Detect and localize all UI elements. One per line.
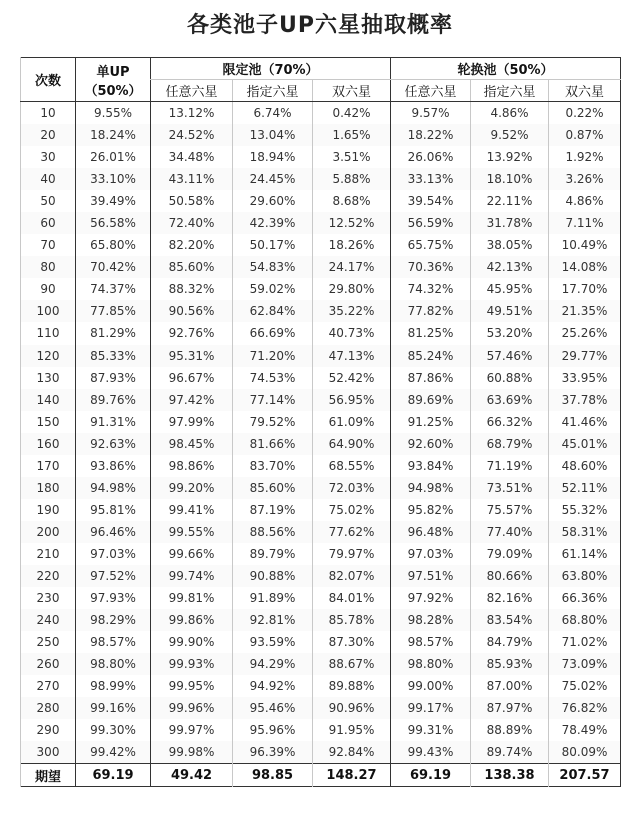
pull-count-cell: 300 (21, 741, 76, 764)
pull-count-cell: 140 (21, 389, 76, 411)
probability-cell: 96.39% (233, 741, 313, 764)
probability-cell: 50.58% (151, 190, 233, 212)
probability-cell: 83.70% (233, 455, 313, 477)
probability-cell: 88.32% (151, 278, 233, 300)
expectation-cell: 148.27 (313, 764, 391, 787)
probability-cell: 33.13% (391, 168, 471, 190)
probability-cell: 87.30% (313, 631, 391, 653)
probability-cell: 75.57% (471, 499, 549, 521)
probability-cell: 99.86% (151, 609, 233, 631)
probability-cell: 7.11% (549, 212, 621, 234)
probability-cell: 18.22% (391, 124, 471, 146)
probability-cell: 73.09% (549, 653, 621, 675)
table-row (21, 543, 621, 565)
probability-cell: 89.76% (76, 389, 151, 411)
probability-cell: 50.17% (233, 234, 313, 256)
probability-cell: 56.59% (391, 212, 471, 234)
pull-count-cell: 10 (21, 102, 76, 125)
probability-cell: 98.57% (76, 631, 151, 653)
probability-cell: 13.12% (151, 102, 233, 125)
expectation-label: 期望 (21, 764, 76, 787)
probability-cell: 12.52% (313, 212, 391, 234)
probability-cell: 94.98% (76, 477, 151, 499)
probability-cell: 73.51% (471, 477, 549, 499)
probability-cell: 68.79% (471, 433, 549, 455)
table-row (21, 124, 621, 146)
probability-cell: 98.28% (391, 609, 471, 631)
probability-cell: 90.56% (151, 300, 233, 322)
probability-cell: 79.09% (471, 543, 549, 565)
probability-cell: 33.10% (76, 168, 151, 190)
probability-cell: 98.45% (151, 433, 233, 455)
probability-cell: 87.00% (471, 675, 549, 697)
table-row (21, 521, 621, 543)
probability-cell: 48.60% (549, 455, 621, 477)
probability-cell: 93.59% (233, 631, 313, 653)
probability-cell: 92.63% (76, 433, 151, 455)
probability-cell: 95.82% (391, 499, 471, 521)
pull-count-cell: 190 (21, 499, 76, 521)
table-row (21, 146, 621, 168)
table-row (21, 631, 621, 653)
probability-cell: 85.93% (471, 653, 549, 675)
table-row (21, 675, 621, 697)
probability-cell: 9.57% (391, 102, 471, 125)
probability-cell: 13.04% (233, 124, 313, 146)
probability-cell: 18.26% (313, 234, 391, 256)
probability-cell: 75.02% (549, 675, 621, 697)
probability-cell: 26.06% (391, 146, 471, 168)
probability-cell: 98.57% (391, 631, 471, 653)
probability-cell: 3.26% (549, 168, 621, 190)
probability-cell: 40.73% (313, 322, 391, 344)
probability-cell: 99.42% (76, 741, 151, 764)
probability-cell: 0.87% (549, 124, 621, 146)
probability-cell: 77.40% (471, 521, 549, 543)
probability-cell: 17.70% (549, 278, 621, 300)
table-row (21, 499, 621, 521)
probability-cell: 55.32% (549, 499, 621, 521)
pull-count-cell: 120 (21, 345, 76, 367)
probability-cell: 58.31% (549, 521, 621, 543)
probability-cell: 4.86% (549, 190, 621, 212)
probability-cell: 60.88% (471, 367, 549, 389)
pull-count-cell: 130 (21, 367, 76, 389)
probability-cell: 95.31% (151, 345, 233, 367)
probability-cell: 89.69% (391, 389, 471, 411)
pull-count-cell: 220 (21, 565, 76, 587)
pull-count-cell: 280 (21, 697, 76, 719)
probability-cell: 79.97% (313, 543, 391, 565)
probability-cell: 35.22% (313, 300, 391, 322)
header-rotation-any-six: 任意六星 (391, 80, 471, 102)
probability-cell: 85.60% (151, 256, 233, 278)
pull-count-cell: 150 (21, 411, 76, 433)
probability-cell: 85.60% (233, 477, 313, 499)
probability-cell: 91.95% (313, 719, 391, 741)
probability-cell: 99.90% (151, 631, 233, 653)
probability-cell: 95.46% (233, 697, 313, 719)
probability-cell: 99.43% (391, 741, 471, 764)
probability-cell: 83.54% (471, 609, 549, 631)
probability-cell: 96.67% (151, 367, 233, 389)
table-row (21, 433, 621, 455)
pull-count-cell: 20 (21, 124, 76, 146)
probability-cell: 43.11% (151, 168, 233, 190)
table-row (21, 741, 621, 764)
probability-cell: 98.86% (151, 455, 233, 477)
probability-cell: 84.79% (471, 631, 549, 653)
probability-cell: 87.19% (233, 499, 313, 521)
probability-cell: 80.09% (549, 741, 621, 764)
probability-cell: 24.17% (313, 256, 391, 278)
probability-cell: 93.86% (76, 455, 151, 477)
probability-cell: 99.17% (391, 697, 471, 719)
pull-count-cell: 100 (21, 300, 76, 322)
probability-cell: 29.80% (313, 278, 391, 300)
table-row (21, 322, 621, 344)
pull-count-cell: 160 (21, 433, 76, 455)
table-row (21, 168, 621, 190)
probability-cell: 98.99% (76, 675, 151, 697)
probability-cell: 64.90% (313, 433, 391, 455)
header-limited-double-six: 双六星 (313, 80, 391, 102)
probability-cell: 81.29% (76, 322, 151, 344)
probability-cell: 56.58% (76, 212, 151, 234)
probability-cell: 18.94% (233, 146, 313, 168)
probability-cell: 84.01% (313, 587, 391, 609)
table-row (21, 455, 621, 477)
pull-count-cell: 210 (21, 543, 76, 565)
probability-cell: 91.89% (233, 587, 313, 609)
probability-cell: 39.54% (391, 190, 471, 212)
probability-cell: 96.46% (76, 521, 151, 543)
probability-cell: 70.42% (76, 256, 151, 278)
probability-cell: 13.92% (471, 146, 549, 168)
pull-count-cell: 240 (21, 609, 76, 631)
probability-cell: 95.81% (76, 499, 151, 521)
header-limited-pool: 限定池（70%） (151, 58, 391, 80)
probability-cell: 62.84% (233, 300, 313, 322)
page-title: 各类池子UP六星抽取概率 (187, 13, 453, 38)
probability-cell: 99.66% (151, 543, 233, 565)
probability-cell: 61.09% (313, 411, 391, 433)
pull-count-cell: 170 (21, 455, 76, 477)
probability-cell: 72.40% (151, 212, 233, 234)
probability-cell: 61.14% (549, 543, 621, 565)
probability-cell: 18.24% (76, 124, 151, 146)
pull-count-cell: 30 (21, 146, 76, 168)
probability-cell: 24.45% (233, 168, 313, 190)
probability-cell: 78.49% (549, 719, 621, 741)
table-row (21, 477, 621, 499)
probability-cell: 99.74% (151, 565, 233, 587)
pull-count-cell: 80 (21, 256, 76, 278)
header-rotation-pool: 轮换池（50%） (391, 58, 621, 80)
expectation-cell: 69.19 (391, 764, 471, 787)
header-row-groups (21, 58, 621, 80)
expectation-row (21, 764, 621, 787)
probability-cell: 18.10% (471, 168, 549, 190)
probability-cell: 45.01% (549, 433, 621, 455)
probability-cell: 10.49% (549, 234, 621, 256)
pull-count-cell: 90 (21, 278, 76, 300)
probability-cell: 92.76% (151, 322, 233, 344)
pull-count-cell: 260 (21, 653, 76, 675)
probability-cell: 97.42% (151, 389, 233, 411)
table-row (21, 212, 621, 234)
table-row (21, 587, 621, 609)
table-row (21, 697, 621, 719)
header-single-up (76, 58, 151, 102)
probability-cell: 70.36% (391, 256, 471, 278)
probability-cell: 49.51% (471, 300, 549, 322)
probability-cell: 91.31% (76, 411, 151, 433)
expectation-cell: 207.57 (549, 764, 621, 787)
probability-cell: 74.53% (233, 367, 313, 389)
probability-cell: 87.97% (471, 697, 549, 719)
pull-count-cell: 270 (21, 675, 76, 697)
probability-cell: 93.84% (391, 455, 471, 477)
probability-cell: 56.95% (313, 389, 391, 411)
probability-cell: 77.82% (391, 300, 471, 322)
probability-cell: 90.96% (313, 697, 391, 719)
header-rotation-double-six: 双六星 (549, 80, 621, 102)
expectation-cell: 138.38 (471, 764, 549, 787)
probability-cell: 14.08% (549, 256, 621, 278)
table-row (21, 278, 621, 300)
probability-cell: 98.29% (76, 609, 151, 631)
probability-cell: 9.52% (471, 124, 549, 146)
probability-cell: 9.55% (76, 102, 151, 125)
probability-cell: 92.81% (233, 609, 313, 631)
probability-cell: 5.88% (313, 168, 391, 190)
probability-cell: 99.16% (76, 697, 151, 719)
probability-cell: 98.80% (76, 653, 151, 675)
probability-cell: 39.49% (76, 190, 151, 212)
table-row (21, 102, 621, 125)
probability-cell: 74.32% (391, 278, 471, 300)
probability-cell: 92.84% (313, 741, 391, 764)
probability-cell: 94.29% (233, 653, 313, 675)
probability-cell: 81.25% (391, 322, 471, 344)
probability-cell: 3.51% (313, 146, 391, 168)
pull-count-cell: 200 (21, 521, 76, 543)
probability-cell: 66.36% (549, 587, 621, 609)
probability-cell: 77.14% (233, 389, 313, 411)
probability-cell: 97.93% (76, 587, 151, 609)
table-row (21, 653, 621, 675)
probability-cell: 87.86% (391, 367, 471, 389)
probability-cell: 71.20% (233, 345, 313, 367)
pull-count-cell: 50 (21, 190, 76, 212)
table-body (21, 102, 621, 764)
probability-cell: 94.98% (391, 477, 471, 499)
probability-cell: 33.95% (549, 367, 621, 389)
probability-cell: 97.51% (391, 565, 471, 587)
probability-cell: 26.01% (76, 146, 151, 168)
probability-cell: 99.41% (151, 499, 233, 521)
probability-cell: 53.20% (471, 322, 549, 344)
probability-cell: 63.80% (549, 565, 621, 587)
probability-cell: 82.07% (313, 565, 391, 587)
probability-cell: 92.60% (391, 433, 471, 455)
table-row (21, 609, 621, 631)
probability-cell: 99.97% (151, 719, 233, 741)
table-row (21, 367, 621, 389)
probability-cell: 0.22% (549, 102, 621, 125)
header-single-up-line2: （50%） (84, 83, 142, 99)
probability-cell: 97.03% (76, 543, 151, 565)
probability-cell: 94.92% (233, 675, 313, 697)
probability-cell: 57.46% (471, 345, 549, 367)
probability-cell: 65.75% (391, 234, 471, 256)
probability-cell: 42.13% (471, 256, 549, 278)
pull-count-cell: 180 (21, 477, 76, 499)
pull-count-cell: 230 (21, 587, 76, 609)
probability-cell: 42.39% (233, 212, 313, 234)
probability-cell: 68.80% (549, 609, 621, 631)
probability-cell: 29.60% (233, 190, 313, 212)
probability-cell: 99.96% (151, 697, 233, 719)
probability-cell: 85.78% (313, 609, 391, 631)
pull-count-cell: 250 (21, 631, 76, 653)
probability-cell: 97.52% (76, 565, 151, 587)
probability-cell: 63.69% (471, 389, 549, 411)
probability-cell: 75.02% (313, 499, 391, 521)
probability-cell: 8.68% (313, 190, 391, 212)
table-row (21, 256, 621, 278)
probability-cell: 97.99% (151, 411, 233, 433)
probability-cell: 1.65% (313, 124, 391, 146)
probability-cell: 52.11% (549, 477, 621, 499)
probability-cell: 77.62% (313, 521, 391, 543)
probability-cell: 99.98% (151, 741, 233, 764)
probability-cell: 77.85% (76, 300, 151, 322)
probability-cell: 88.67% (313, 653, 391, 675)
probability-cell: 89.79% (233, 543, 313, 565)
probability-cell: 79.52% (233, 411, 313, 433)
probability-cell: 24.52% (151, 124, 233, 146)
probability-cell: 1.92% (549, 146, 621, 168)
probability-table (20, 57, 621, 787)
probability-cell: 80.66% (471, 565, 549, 587)
probability-cell: 85.24% (391, 345, 471, 367)
probability-cell: 99.00% (391, 675, 471, 697)
probability-cell: 82.16% (471, 587, 549, 609)
probability-cell: 71.02% (549, 631, 621, 653)
pull-count-cell: 110 (21, 322, 76, 344)
header-pulls: 次数 (21, 58, 76, 102)
table-row (21, 300, 621, 322)
probability-cell: 29.77% (549, 345, 621, 367)
table-row (21, 565, 621, 587)
expectation-cell: 69.19 (76, 764, 151, 787)
probability-cell: 89.74% (471, 741, 549, 764)
pull-count-cell: 70 (21, 234, 76, 256)
probability-cell: 66.69% (233, 322, 313, 344)
table-row (21, 411, 621, 433)
probability-cell: 99.95% (151, 675, 233, 697)
probability-cell: 47.13% (313, 345, 391, 367)
probability-cell: 72.03% (313, 477, 391, 499)
probability-cell: 96.48% (391, 521, 471, 543)
probability-cell: 45.95% (471, 278, 549, 300)
probability-cell: 95.96% (233, 719, 313, 741)
probability-cell: 98.80% (391, 653, 471, 675)
probability-cell: 38.05% (471, 234, 549, 256)
table-row (21, 719, 621, 741)
probability-cell: 97.92% (391, 587, 471, 609)
probability-cell: 99.93% (151, 653, 233, 675)
probability-cell: 81.66% (233, 433, 313, 455)
probability-cell: 41.46% (549, 411, 621, 433)
probability-cell: 59.02% (233, 278, 313, 300)
probability-cell: 89.88% (313, 675, 391, 697)
probability-cell: 52.42% (313, 367, 391, 389)
table-row (21, 389, 621, 411)
probability-cell: 54.83% (233, 256, 313, 278)
probability-cell: 21.35% (549, 300, 621, 322)
probability-cell: 34.48% (151, 146, 233, 168)
header-rotation-target-six: 指定六星 (471, 80, 549, 102)
probability-cell: 22.11% (471, 190, 549, 212)
probability-cell: 90.88% (233, 565, 313, 587)
expectation-cell: 98.85 (233, 764, 313, 787)
probability-cell: 76.82% (549, 697, 621, 719)
probability-cell: 65.80% (76, 234, 151, 256)
probability-cell: 97.03% (391, 543, 471, 565)
probability-cell: 0.42% (313, 102, 391, 125)
probability-cell: 66.32% (471, 411, 549, 433)
probability-cell: 88.89% (471, 719, 549, 741)
pull-count-cell: 290 (21, 719, 76, 741)
table-row (21, 234, 621, 256)
probability-cell: 4.86% (471, 102, 549, 125)
probability-cell: 68.55% (313, 455, 391, 477)
probability-cell: 71.19% (471, 455, 549, 477)
expectation-cell: 49.42 (151, 764, 233, 787)
header-limited-target-six: 指定六星 (233, 80, 313, 102)
probability-cell: 82.20% (151, 234, 233, 256)
probability-cell: 25.26% (549, 322, 621, 344)
probability-cell: 85.33% (76, 345, 151, 367)
probability-cell: 99.30% (76, 719, 151, 741)
probability-cell: 99.20% (151, 477, 233, 499)
header-limited-any-six: 任意六星 (151, 80, 233, 102)
probability-cell: 87.93% (76, 367, 151, 389)
probability-cell: 99.55% (151, 521, 233, 543)
table-row (21, 345, 621, 367)
probability-cell: 74.37% (76, 278, 151, 300)
probability-cell: 91.25% (391, 411, 471, 433)
header-single-up-line1: 单UP (96, 64, 130, 80)
table-row (21, 190, 621, 212)
probability-cell: 31.78% (471, 212, 549, 234)
probability-cell: 6.74% (233, 102, 313, 125)
probability-cell: 99.81% (151, 587, 233, 609)
pull-count-cell: 60 (21, 212, 76, 234)
probability-cell: 99.31% (391, 719, 471, 741)
probability-cell: 37.78% (549, 389, 621, 411)
probability-cell: 88.56% (233, 521, 313, 543)
pull-count-cell: 40 (21, 168, 76, 190)
